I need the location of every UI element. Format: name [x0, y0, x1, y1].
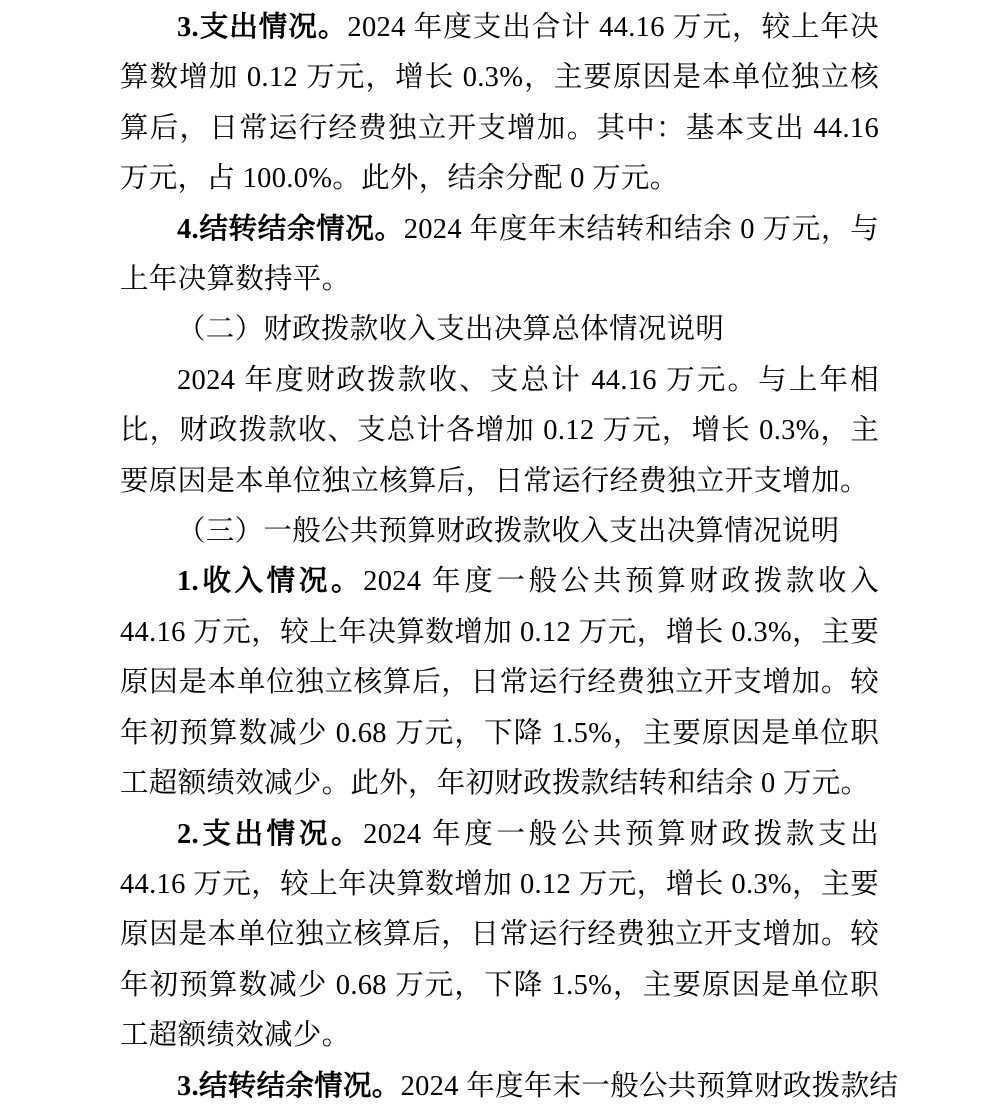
paragraph-general-budget-carryover [120, 1062, 899, 1112]
paragraph-general-budget-expenditure [120, 810, 879, 1062]
paragraph-text: 2024 年度财政拨款收、支总计 44.16 万元。与上年相比，财政拨款收、支总计各增加 0.12 万元，增长 0.3%，主要原因是本单位独立核算后，日常运行经费独立开支增加。 [120, 364, 879, 497]
paragraph-lead-expenditure-2: 2.支出情况。 [177, 818, 364, 850]
paragraph-lead-carryover: 4.结转结余情况。 [177, 213, 404, 245]
paragraph-text: 2024 年度年末结转和结余 0 万元，与上年决算数持平。 [120, 213, 879, 296]
paragraph-lead-income: 1.收入情况。 [177, 566, 364, 598]
paragraph-text: 2024 年度一般公共预算财政拨款支出 44.16 万元，较上年决算数增加 0.12 万元，增长 0.3%，主要原因是本单位独立核算后，日常运行经费独立开支增加。较年初预算数减少 0.68 万元，下降 1.5%，主要原因是单位职工超额绩效减少。 [120, 818, 879, 1052]
section-heading-3 [120, 507, 879, 557]
section-heading-text: （三）一般公共预算财政拨款收入支出决算情况说明 [177, 516, 840, 548]
paragraph-lead-expenditure: 3.支出情况。 [177, 12, 348, 43]
paragraph-carryover-overview [120, 205, 879, 306]
paragraph-text: 2024 年度一般公共预算财政拨款收入 44.16 万元，较上年决算数增加 0.12 万元，增长 0.3%，主要原因是本单位独立核算后，日常运行经费独立开支增加。较年初预算数减少 0.68 万元，下降 1.5%，主要原因是单位职工超额绩效减少。此外，年初财政拨款结转和结余 0 万元。 [120, 566, 879, 800]
paragraph-text: 2024 年度年末一般公共预算财政拨款结 [400, 1070, 899, 1102]
section-heading-text: （二）财政拨款收入支出决算总体情况说明 [177, 314, 725, 346]
paragraph-expenditure-overview [120, 3, 879, 205]
paragraph-lead-carryover-2: 3.结转结余情况。 [177, 1070, 401, 1102]
paragraph-text: 2024 年度支出合计 44.16 万元，较上年决算数增加 0.12 万元，增长 0.3%，主要原因是本单位独立核算后，日常运行经费独立开支增加。其中：基本支出 44.16 万元，占 100.0%。此外，结余分配 0 万元。 [120, 12, 879, 195]
paragraph-fiscal-appropriation-total [120, 356, 879, 507]
section-heading-2 [120, 305, 879, 355]
paragraph-general-budget-income [120, 557, 879, 809]
